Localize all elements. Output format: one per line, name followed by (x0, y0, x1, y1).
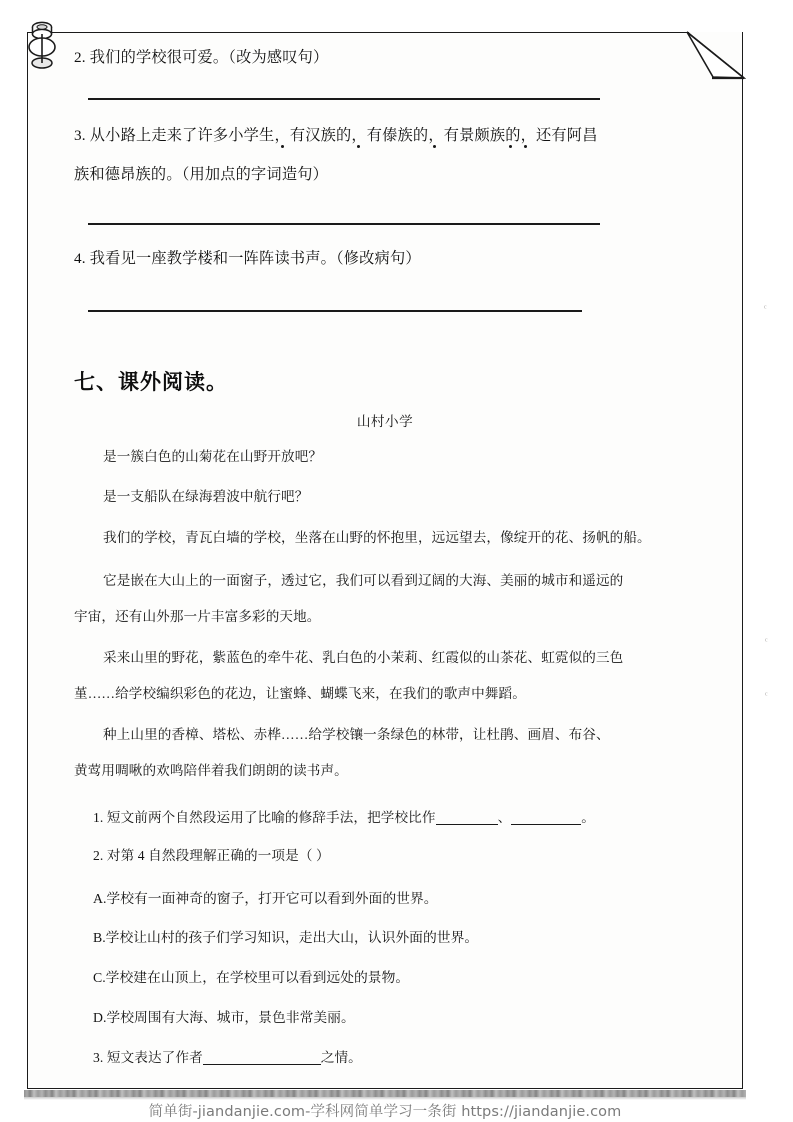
option-b-label: B. (93, 930, 106, 945)
answer-line-q4[interactable] (88, 310, 582, 312)
reading-question-2 (93, 844, 330, 864)
answer-line-q2[interactable] (88, 98, 600, 100)
option-d-text: 学校周围有大海、城市，景色非常美丽。 (106, 1010, 355, 1025)
question-3-text-line-2: 族和德昂族的。（用加点的字词造句） (74, 166, 328, 183)
reading-question-1-suffix: 。 (581, 810, 595, 825)
margin-artifact: ᶜ (764, 303, 767, 314)
option-c-text: 学校建在山顶上，在学校里可以看到远处的景物。 (105, 970, 410, 985)
question-3-text-line-1: 从小路上走来了许多小学生，有汉族的，有傣族的，有景颇族的，还有阿昌 (89, 127, 598, 144)
question-2-number: 2. (74, 49, 86, 66)
option-c-label: C. (93, 970, 106, 985)
paper-bottom-edge (24, 1090, 746, 1097)
reading-question-1-number: 1. (93, 810, 104, 825)
question-2-text: 我们的学校很可爱。（改为感叹句） (89, 49, 329, 66)
emphasis-dot (433, 145, 436, 148)
passage-line: 它是嵌在大山上的一面窗子，透过它，我们可以看到辽阔的大海、美丽的城市和遥远的 (103, 573, 624, 588)
answer-blank-1b[interactable] (511, 824, 581, 825)
reading-question-1 (93, 806, 595, 826)
question-4-text: 我看见一座教学楼和一阵阵读书声。（修改病句） (89, 250, 421, 267)
answer-blank-1a[interactable] (436, 824, 498, 825)
reading-question-3-suffix: 之情。 (320, 1050, 362, 1065)
question-3-line-1 (74, 124, 598, 145)
option-a[interactable] (93, 887, 438, 907)
reading-question-1-prefix: 短文前两个自然段运用了比喻的修辞手法，把学校比作 (106, 810, 436, 825)
emphasis-dot (509, 145, 512, 148)
option-b[interactable] (93, 926, 478, 946)
question-2 (74, 46, 328, 67)
passage-line: 是一簇白色的山菊花在山野开放吧？ (103, 449, 323, 464)
passage-line: 宇宙，还有山外那一片丰富多彩的天地。 (74, 609, 321, 624)
answer-line-q3[interactable] (88, 223, 600, 225)
reading-question-2-number: 2. (93, 848, 104, 863)
question-4 (74, 247, 421, 268)
passage-title: 山村小学 (356, 414, 414, 429)
answer-blank-3[interactable] (203, 1064, 321, 1065)
option-c[interactable] (93, 966, 409, 986)
passage-line: 采来山里的野花，紫蓝色的牵牛花、乳白色的小茉莉、红霞似的山茶花、虹霓似的三色 (103, 650, 624, 665)
emphasis-dot (357, 145, 360, 148)
passage-line: 黄莺用啁啾的欢鸣陪伴着我们朗朗的读书声。 (74, 763, 348, 778)
option-d[interactable] (93, 1006, 355, 1026)
question-3-number: 3. (74, 127, 86, 144)
reading-question-1-separator: 、 (497, 810, 512, 825)
section-heading-seven: 七、课外阅读。 (74, 370, 228, 394)
passage-line: 堇……给学校编织彩色的花边，让蜜蜂、蝴蝶飞来，在我们的歌声中舞蹈。 (74, 686, 526, 701)
passage-line: 种上山里的香樟、塔松、赤桦……给学校镶一条绿色的林带，让杜鹃、画眉、布谷、 (103, 727, 610, 742)
page-content (27, 32, 743, 1120)
passage-line: 是一支船队在绿海碧波中航行吧？ (103, 489, 309, 504)
question-3-line-2 (74, 163, 328, 184)
option-a-text: 学校有一面神奇的窗子，打开它可以看到外面的世界。 (106, 891, 438, 906)
reading-question-3 (93, 1046, 362, 1066)
passage-line: 我们的学校，青瓦白墙的学校，坐落在山野的怀抱里，远远望去，像绽开的花、扬帆的船。 (103, 530, 651, 545)
emphasis-dot (281, 145, 284, 148)
question-4-number: 4. (74, 250, 86, 267)
reading-question-3-prefix: 短文表达了作者 (106, 1050, 203, 1065)
option-a-label: A. (93, 891, 107, 906)
margin-artifact: ᶜ (765, 636, 768, 647)
option-b-text: 学校让山村的孩子们学习知识，走出大山，认识外面的世界。 (105, 930, 479, 945)
reading-question-3-number: 3. (93, 1050, 104, 1065)
option-d-label: D. (93, 1010, 107, 1025)
margin-artifact: ᶜ (765, 690, 768, 701)
footer-watermark: 简单街-jiandanjie.com-学科网简单学习一条街 https://jiandanjie.com (148, 1104, 622, 1120)
emphasis-dot (524, 145, 527, 148)
reading-question-2-text: 对第 4 自然段理解正确的一项是（ ） (106, 848, 330, 863)
